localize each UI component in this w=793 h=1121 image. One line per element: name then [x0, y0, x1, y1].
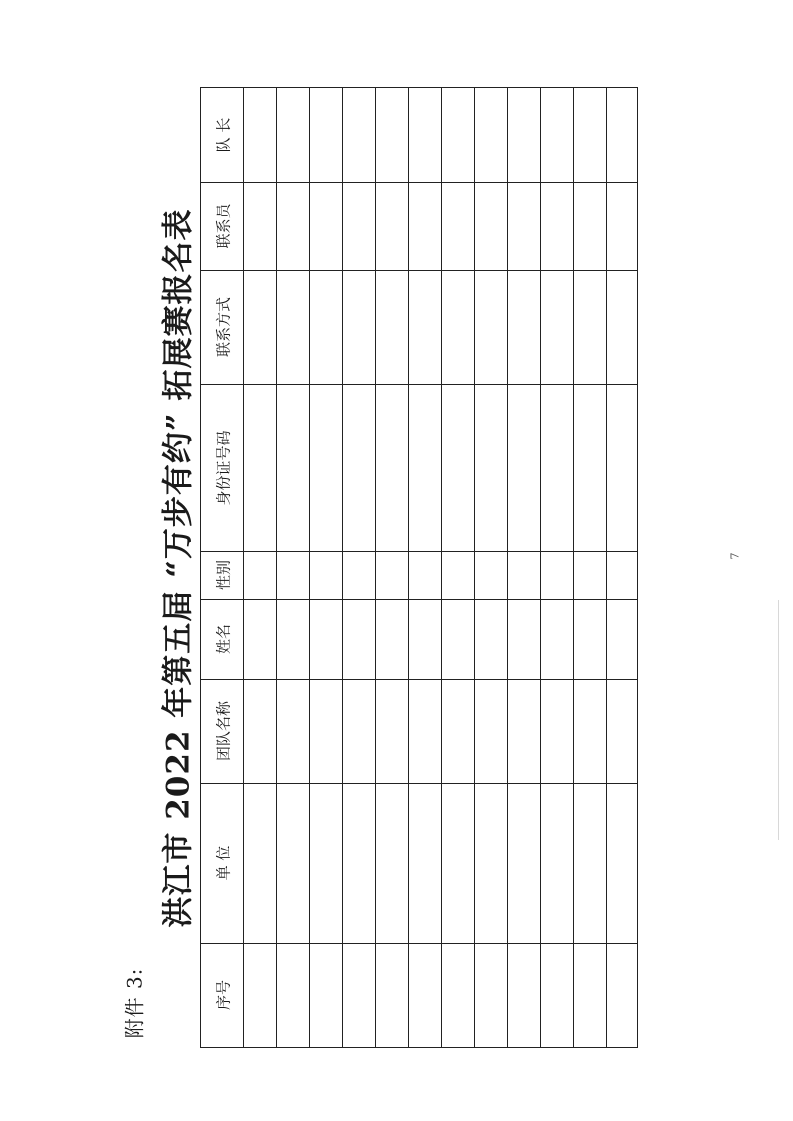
- form-blank-cell: [244, 680, 276, 783]
- form-blank-cell: [409, 183, 441, 270]
- form-blank-cell: [409, 88, 441, 182]
- form-blank-cell: [409, 552, 441, 599]
- form-blank-cell: [475, 680, 507, 783]
- form-blank-cell: [475, 784, 507, 943]
- form-blank-cell: [244, 784, 276, 943]
- form-blank-cell: [442, 385, 474, 551]
- table-header-cell: 序号: [214, 979, 232, 1011]
- form-blank-cell: [376, 680, 408, 783]
- form-blank-cell: [541, 385, 573, 551]
- form-blank-cell: [277, 88, 309, 182]
- form-blank-cell: [409, 784, 441, 943]
- form-blank-cell: [475, 271, 507, 384]
- form-blank-cell: [409, 680, 441, 783]
- table-header-cell: 身份证号码: [214, 429, 232, 506]
- form-blank-cell: [607, 552, 637, 599]
- form-blank-cell: [310, 944, 342, 1047]
- form-blank-cell: [607, 680, 637, 783]
- table-header-cell: 性别: [214, 559, 232, 591]
- form-blank-cell: [343, 944, 375, 1047]
- form-blank-cell: [409, 271, 441, 384]
- form-blank-cell: [343, 784, 375, 943]
- form-blank-cell: [475, 944, 507, 1047]
- form-blank-cell: [409, 944, 441, 1047]
- form-blank-cell: [376, 552, 408, 599]
- form-blank-cell: [508, 784, 540, 943]
- form-blank-cell: [310, 385, 342, 551]
- scan-edge-line: [778, 600, 779, 840]
- form-blank-cell: [244, 944, 276, 1047]
- form-blank-cell: [409, 385, 441, 551]
- form-blank-cell: [508, 600, 540, 679]
- form-blank-cell: [574, 183, 606, 270]
- form-blank-cell: [607, 183, 637, 270]
- form-blank-cell: [343, 88, 375, 182]
- form-blank-cell: [475, 385, 507, 551]
- form-blank-cell: [442, 271, 474, 384]
- form-blank-cell: [607, 88, 637, 182]
- table-rule-vertical: [200, 87, 201, 1048]
- table-header-cell: 单 位: [214, 845, 232, 881]
- form-blank-cell: [376, 88, 408, 182]
- form-blank-cell: [475, 552, 507, 599]
- table-header-cell: 团队名称: [214, 700, 232, 762]
- form-blank-cell: [376, 944, 408, 1047]
- form-blank-cell: [442, 680, 474, 783]
- table-header-cell: 队 长: [214, 117, 232, 152]
- form-blank-cell: [310, 271, 342, 384]
- form-blank-cell: [376, 600, 408, 679]
- form-blank-cell: [310, 183, 342, 270]
- form-blank-cell: [574, 385, 606, 551]
- form-blank-cell: [343, 552, 375, 599]
- form-blank-cell: [508, 944, 540, 1047]
- form-blank-cell: [574, 271, 606, 384]
- form-blank-cell: [376, 271, 408, 384]
- form-blank-cell: [343, 271, 375, 384]
- form-blank-cell: [442, 784, 474, 943]
- form-blank-cell: [574, 944, 606, 1047]
- form-blank-cell: [442, 944, 474, 1047]
- form-blank-cell: [442, 88, 474, 182]
- page-number: 7: [728, 552, 742, 560]
- form-blank-cell: [508, 552, 540, 599]
- table-header-cell: 联系员: [214, 203, 232, 249]
- form-blank-cell: [541, 600, 573, 679]
- form-blank-cell: [475, 600, 507, 679]
- page-title: 洪江市 2022 年第五届 “万步有约” 拓展赛报名表: [160, 208, 197, 928]
- form-blank-cell: [607, 271, 637, 384]
- form-blank-cell: [607, 600, 637, 679]
- form-blank-cell: [376, 784, 408, 943]
- form-blank-cell: [442, 552, 474, 599]
- form-blank-cell: [442, 600, 474, 679]
- form-blank-cell: [541, 944, 573, 1047]
- form-blank-cell: [607, 385, 637, 551]
- form-blank-cell: [310, 784, 342, 943]
- form-blank-cell: [376, 183, 408, 270]
- table-rule-vertical: [637, 87, 638, 1048]
- form-blank-cell: [574, 784, 606, 943]
- form-blank-cell: [310, 88, 342, 182]
- form-blank-cell: [244, 600, 276, 679]
- form-blank-cell: [277, 271, 309, 384]
- form-blank-cell: [343, 680, 375, 783]
- form-blank-cell: [541, 552, 573, 599]
- form-blank-cell: [607, 784, 637, 943]
- form-blank-cell: [343, 183, 375, 270]
- form-blank-cell: [508, 88, 540, 182]
- form-blank-cell: [508, 271, 540, 384]
- form-blank-cell: [310, 680, 342, 783]
- form-blank-cell: [277, 600, 309, 679]
- form-blank-cell: [277, 784, 309, 943]
- form-blank-cell: [541, 88, 573, 182]
- form-blank-cell: [277, 680, 309, 783]
- form-blank-cell: [541, 183, 573, 270]
- attachment-label: 附件 3:: [122, 967, 147, 1039]
- table-header-cell: 联系方式: [214, 296, 232, 358]
- form-blank-cell: [244, 552, 276, 599]
- form-blank-cell: [277, 552, 309, 599]
- form-blank-cell: [574, 680, 606, 783]
- form-blank-cell: [244, 183, 276, 270]
- form-blank-cell: [343, 385, 375, 551]
- form-blank-cell: [607, 944, 637, 1047]
- form-blank-cell: [541, 784, 573, 943]
- form-blank-cell: [277, 385, 309, 551]
- form-blank-cell: [277, 183, 309, 270]
- form-blank-cell: [310, 552, 342, 599]
- form-blank-cell: [508, 385, 540, 551]
- form-blank-cell: [442, 183, 474, 270]
- form-blank-cell: [409, 600, 441, 679]
- form-blank-cell: [244, 385, 276, 551]
- form-blank-cell: [574, 88, 606, 182]
- form-blank-cell: [574, 600, 606, 679]
- form-blank-cell: [508, 183, 540, 270]
- form-blank-cell: [541, 271, 573, 384]
- form-blank-cell: [376, 385, 408, 551]
- form-blank-cell: [343, 600, 375, 679]
- form-blank-cell: [244, 271, 276, 384]
- form-blank-cell: [277, 944, 309, 1047]
- table-header-cell: 姓名: [214, 623, 232, 655]
- form-blank-cell: [508, 680, 540, 783]
- form-blank-cell: [475, 88, 507, 182]
- form-blank-cell: [310, 600, 342, 679]
- form-blank-cell: [244, 88, 276, 182]
- form-blank-cell: [574, 552, 606, 599]
- form-blank-cell: [541, 680, 573, 783]
- form-blank-cell: [475, 183, 507, 270]
